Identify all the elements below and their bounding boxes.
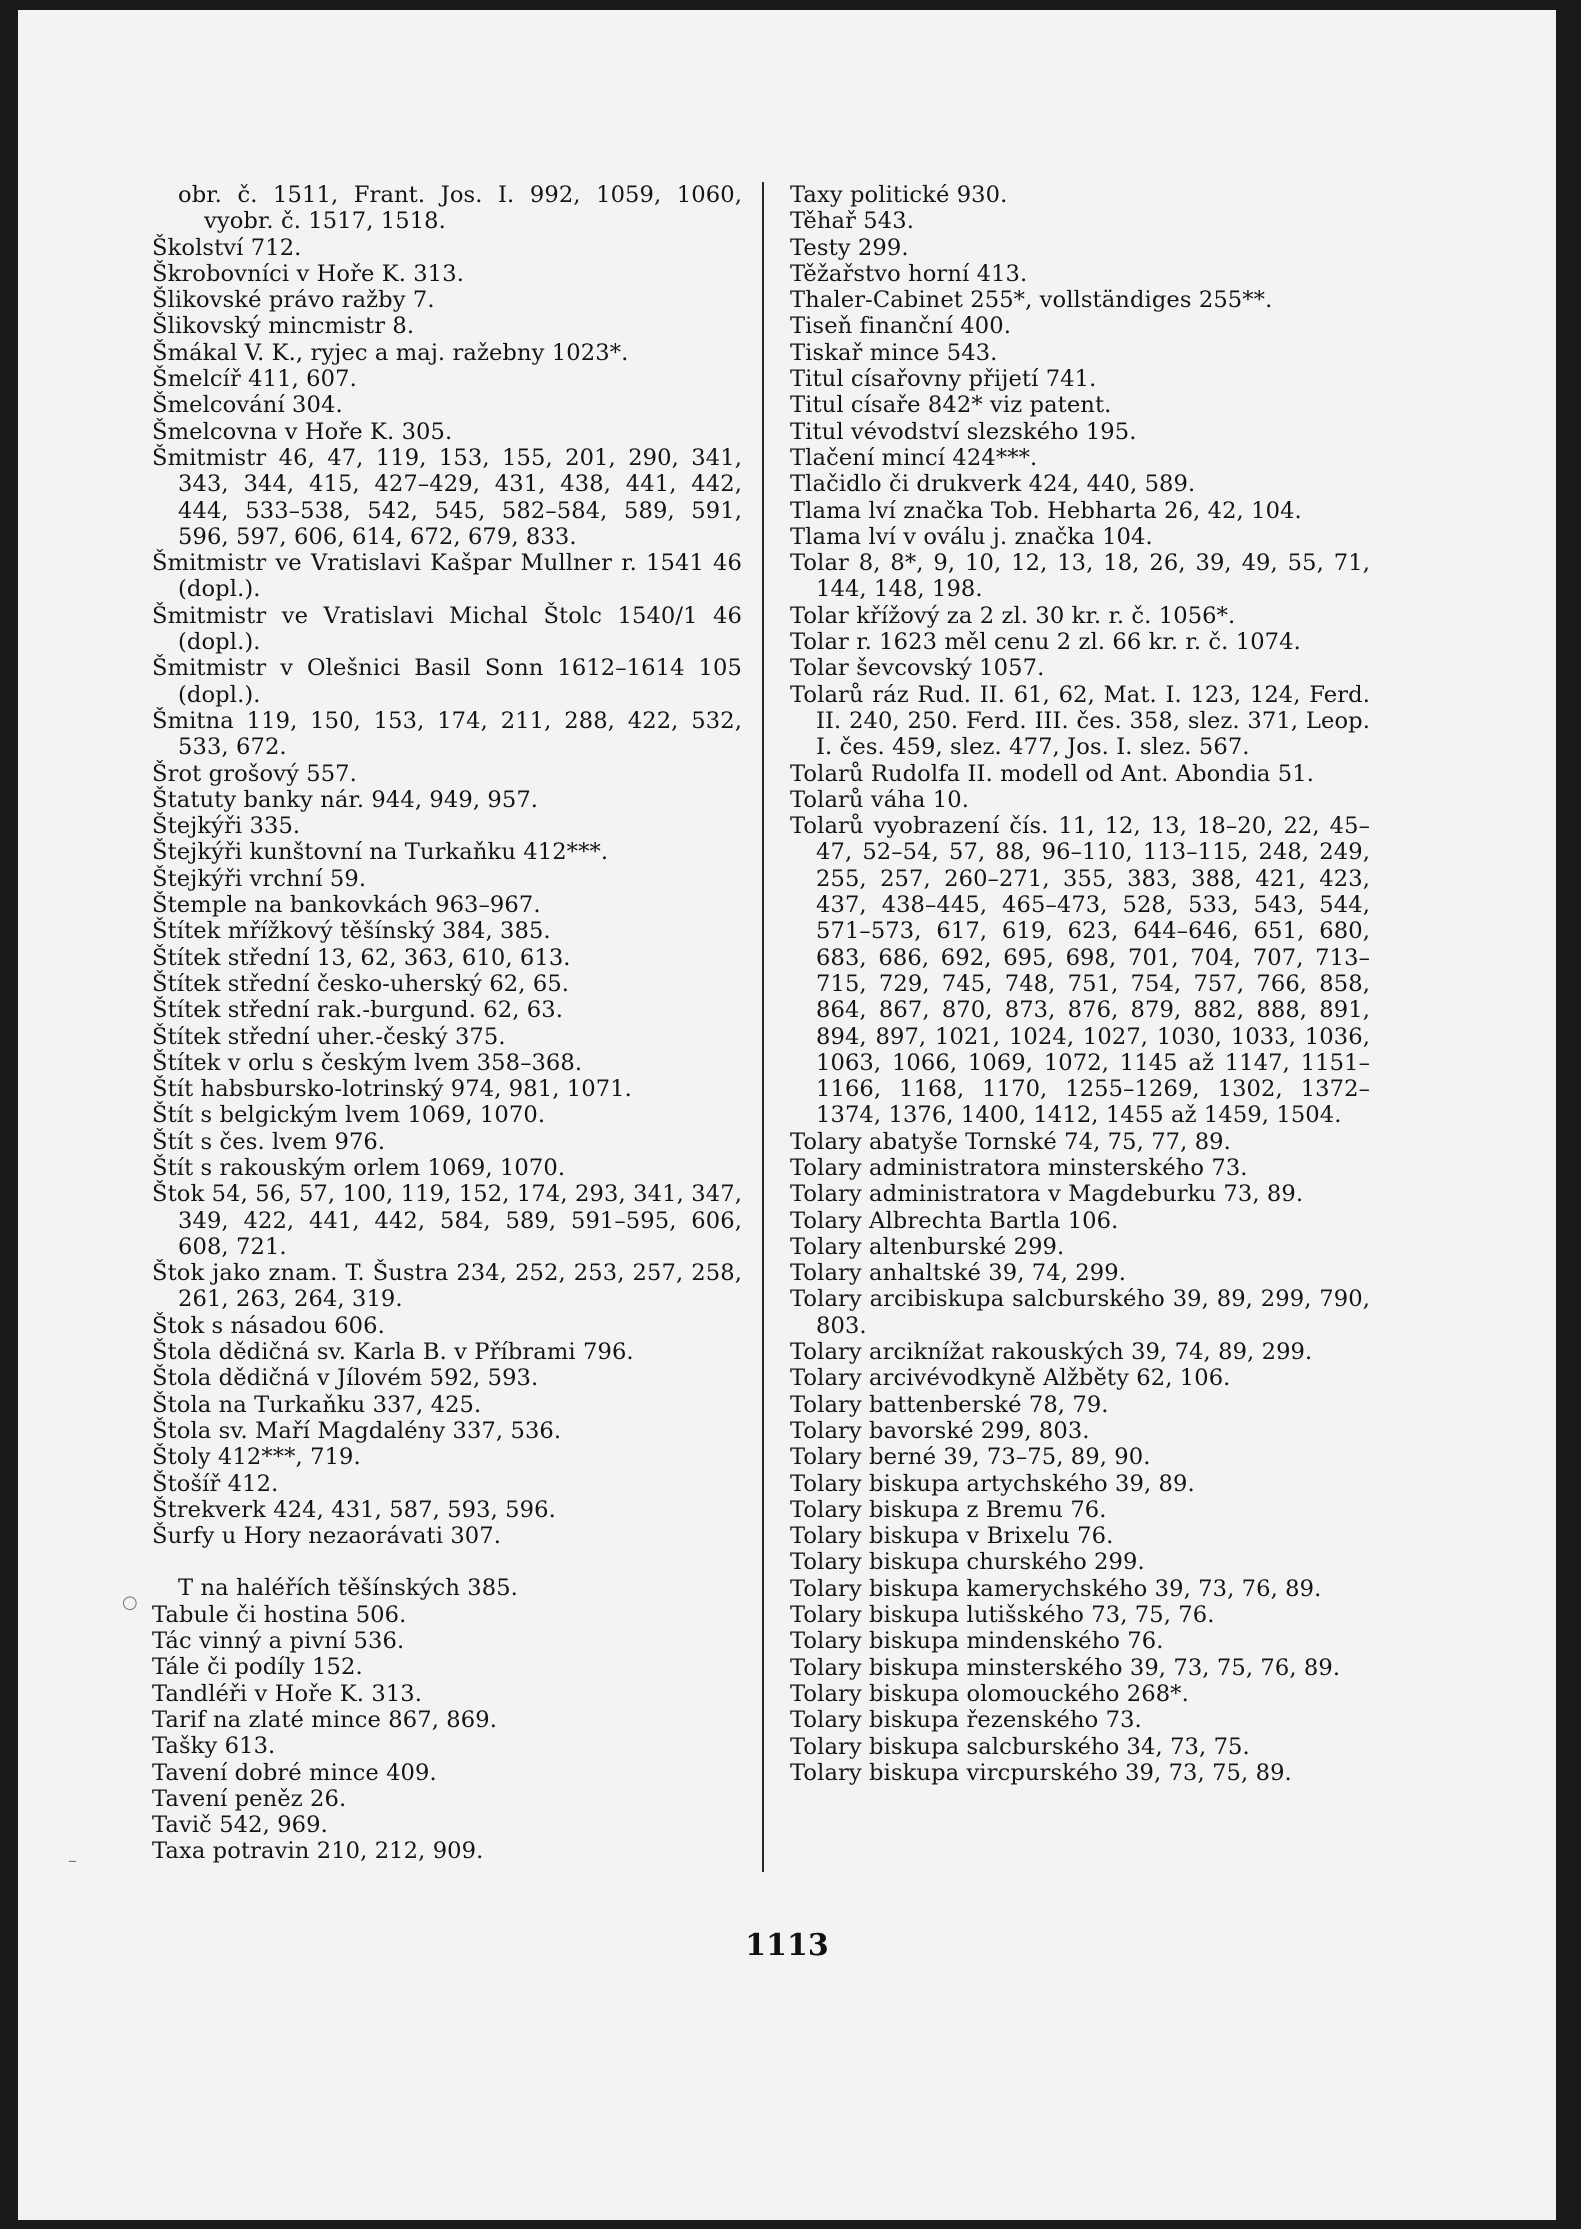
index-entry: Tolarů Rudolfa II. modell od Ant. Abondia 51. (790, 760, 1314, 787)
index-entry: Tlama lví v oválu j. značka 104. (790, 523, 1153, 550)
column-divider (762, 182, 764, 1872)
index-entry: Tolary battenberské 78, 79. (790, 1391, 1109, 1418)
index-entry: Tolary biskupa řezenského 73. (790, 1707, 1142, 1734)
index-entry: Tavič 542, 969. (152, 1812, 328, 1839)
index-entry: Štítek střední česko-uherský 62, 65. (152, 970, 570, 997)
index-entry: Tolary biskupa churského 299. (790, 1549, 1145, 1576)
index-entry: Štatuty banky nár. 944, 949, 957. (152, 786, 539, 813)
index-entry: Šmitna 119, 150, 153, 174, 211, 288, 422, 532, 533, 672. (152, 707, 742, 761)
index-entry: Tandléři v Hoře K. 313. (152, 1680, 423, 1707)
index-entry: Štítek střední 13, 62, 363, 610, 613. (152, 944, 571, 971)
index-entry: Tolary anhaltské 39, 74, 299. (790, 1260, 1126, 1287)
book-page (18, 10, 1556, 2220)
index-entry: Tolar r. 1623 měl cenu 2 zl. 66 kr. r. č. 1074. (790, 629, 1301, 656)
index-entry: Tolary biskupa v Brixelu 76. (790, 1523, 1114, 1550)
index-entry: Štok 54, 56, 57, 100, 119, 152, 174, 293, 341, 347, 349, 422, 441, 442, 584, 589, 591–595, 606, 608, 721. (152, 1181, 742, 1260)
index-entry: Štola sv. Maří Magdalény 337, 536. (152, 1417, 562, 1444)
index-entry: Štejkýři kunštovní na Turkaňku 412***. (152, 839, 609, 866)
index-entry: Šmákal V. K., ryjec a maj. ražebny 1023*. (152, 339, 629, 366)
index-entry: Šlikovský mincmistr 8. (152, 313, 415, 340)
index-entry: Tále či podíly 152. (152, 1654, 363, 1681)
index-entry: Tavení peněz 26. (152, 1785, 347, 1812)
index-entry: Tarif na zlaté mince 867, 869. (152, 1706, 497, 1733)
index-entry: Testy 299. (790, 234, 909, 261)
index-entry: Štítek střední uher.-český 375. (152, 1023, 506, 1050)
index-entry: Tolary biskupa salcburského 34, 73, 75. (790, 1733, 1250, 1760)
index-entry: Tiskař mince 543. (790, 339, 998, 366)
index-column-left (152, 182, 742, 1865)
index-entry: Titul vévodství slezského 195. (790, 418, 1137, 445)
index-entry: Štrekverk 424, 431, 587, 593, 596. (152, 1496, 556, 1523)
index-entries-s (152, 182, 742, 1549)
index-entry: Štok jako znam. T. Šustra 234, 252, 253, 257, 258, 261, 263, 264, 319. (152, 1260, 742, 1313)
margin-mark: – (68, 1850, 77, 1871)
index-entry: Tolarů ráz Rud. II. 61, 62, Mat. I. 123, 124, Ferd. II. 240, 250. Ferd. III. čes. 358, slez. 371, Leop. I. čes. 459, slez. 477, Jos. I. slez. 567. (790, 681, 1370, 761)
index-entry: Tolary berné 39, 73–75, 89, 90. (790, 1444, 1151, 1471)
index-entry: Tolary biskupa artychského 39, 89. (790, 1470, 1195, 1497)
index-entry: Tlama lví značka Tob. Hebharta 26, 42, 104. (790, 497, 1302, 524)
index-entry: Štola dědičná v Jílovém 592, 593. (152, 1365, 539, 1392)
index-entry: Škrobovníci v Hoře K. 313. (152, 260, 464, 287)
index-entry: Tolary biskupa mindenského 76. (790, 1628, 1164, 1655)
index-entry: Štemple na bankovkách 963–967. (152, 892, 541, 919)
index-entry: Taxa potravin 210, 212, 909. (152, 1838, 484, 1865)
index-entries-t (152, 1575, 742, 1864)
index-entry: Tolar ševcovský 1057. (790, 655, 1045, 682)
index-entry: Tolary administratora minsterského 73. (790, 1154, 1248, 1181)
index-entry: Šmitmistr v Olešnici Basil Sonn 1612–1614 105 (dopl.). (152, 655, 742, 708)
index-entry: Tolar křížový za 2 zl. 30 kr. r. č. 1056*. (790, 602, 1236, 629)
index-entry: Tlačidlo či drukverk 424, 440, 589. (790, 471, 1196, 498)
index-entry: Štít s belgickým lvem 1069, 1070. (152, 1102, 546, 1129)
index-entry: T na haléřích těšínských 385. (178, 1575, 518, 1602)
index-entry: Tolarů váha 10. (790, 786, 970, 813)
index-entry: Tolary biskupa lutišského 73, 75, 76. (790, 1602, 1215, 1629)
section-gap (152, 1549, 742, 1575)
index-entry: Tolary Albrechta Bartla 106. (790, 1207, 1119, 1234)
index-entries-right (790, 182, 1370, 1786)
index-entry: Štola dědičná sv. Karla B. v Příbrami 796. (152, 1339, 634, 1366)
index-entry: Tolary arcibiskupa salcburského 39, 89, 299, 790, 803. (790, 1286, 1370, 1339)
index-entry: Tolary biskupa z Bremu 76. (790, 1496, 1107, 1523)
index-entry: Štoly 412***, 719. (152, 1444, 361, 1471)
index-entry: Tolarů vyobrazení čís. 11, 12, 13, 18–20, 22, 45–47, 52–54, 57, 88, 96–110, 113–115, 248, 249, 255, 257, 260–271, 355, 383, 388, 421, 423, 437, 438–445, 465–473, 528, 533, 543, 544, 571–573, 617, 619, 623, 644–646, 651, 680, 683, 686, 692, 695, 698, 701, 704, 707, 713–715, 729, 745, 748, 751, 754, 757, 766, 858, 864, 867, 870, 873, 876, 879, 882, 888, 891, 894, 897, 1021, 1024, 1027, 1030, 1033, 1036, 1063, 1066, 1069, 1072, 1145 až 1147, 1151–1166, 1168, 1170, 1255–1269, 1302, 1372–1374, 1376, 1400, 1412, 1455 až 1459, 1504. (790, 813, 1370, 1129)
page-number: 1113 (745, 1928, 829, 1963)
index-entry: Šlikovské právo ražby 7. (152, 287, 435, 314)
index-entry: obr. č. 1511, Frant. Jos. I. 992, 1059, 1060, vyobr. č. 1517, 1518. (178, 182, 742, 235)
index-entry: Tolary arciknížat rakouských 39, 74, 89, 299. (790, 1339, 1313, 1366)
index-entry: Tolary biskupa vircpurského 39, 73, 75, 89. (790, 1759, 1292, 1786)
index-entry: Tiseň finanční 400. (790, 313, 1011, 340)
index-entry: Taxy politické 930. (790, 182, 1008, 208)
index-entry: Tác vinný a pivní 536. (152, 1628, 405, 1655)
index-column-right (790, 182, 1370, 1786)
index-entry: Štok s násadou 606. (152, 1312, 385, 1339)
index-entry: Tlačení mincí 424***. (790, 444, 1038, 471)
index-entry: Thaler-Cabinet 255*, vollständiges 255**. (790, 287, 1273, 314)
index-entry: Titul císařovny přijetí 741. (790, 366, 1097, 393)
index-entry: Tolary altenburské 299. (790, 1233, 1065, 1260)
index-entry: Štítek mřížkový těšínský 384, 385. (152, 918, 551, 945)
index-entry: Tolary abatyše Tornské 74, 75, 77, 89. (790, 1128, 1231, 1155)
index-entry: Štít habsbursko-lotrinský 974, 981, 1071. (152, 1076, 632, 1103)
index-entry: Štítek v orlu s českým lvem 358–368. (152, 1049, 583, 1076)
index-entry: Šmitmistr 46, 47, 119, 153, 155, 201, 290, 341, 343, 344, 415, 427–429, 431, 438, 441, 442, 444, 533–538, 542, 545, 582–584, 589, 591, 596, 597, 606, 614, 672, 679, 833. (152, 444, 742, 550)
index-entry: Štítek střední rak.-burgund. 62, 63. (152, 997, 564, 1024)
index-entry: Tašky 613. (152, 1733, 276, 1760)
index-entry: Šrot grošový 557. (152, 760, 357, 787)
index-entry: Tolary arcivévodkyně Alžběty 62, 106. (790, 1365, 1231, 1392)
index-entry: Tolary bavorské 299, 803. (790, 1417, 1090, 1444)
index-entry: Šmelcovna v Hoře K. 305. (152, 418, 453, 445)
index-entry: Tavení dobré mince 409. (152, 1759, 437, 1786)
index-entry: Tolary biskupa olomouckého 268*. (790, 1680, 1189, 1707)
index-entry: Šmelcíř 411, 607. (152, 366, 357, 393)
index-entry: Štít s rakouským orlem 1069, 1070. (152, 1154, 566, 1181)
index-entry: Tolary biskupa kamerychského 39, 73, 76, 89. (790, 1575, 1322, 1602)
index-entry: Šmitmistr ve Vratislavi Kašpar Mullner r. 1541 46 (dopl.). (152, 550, 742, 603)
index-entry: Štejkýři vrchní 59. (152, 865, 367, 892)
index-entry: Tolar 8, 8*, 9, 10, 12, 13, 18, 26, 39, 49, 55, 71, 144, 148, 198. (790, 550, 1370, 603)
index-entry: Tolary administratora v Magdeburku 73, 89. (790, 1181, 1304, 1208)
index-entry: Štít s čes. lvem 976. (152, 1128, 386, 1155)
index-entry: Titul císaře 842* viz patent. (790, 392, 1112, 419)
index-entry: Tabule či hostina 506. (152, 1601, 407, 1628)
index-entry: Štola na Turkaňku 337, 425. (152, 1391, 482, 1418)
index-entry: Těžařstvo horní 413. (790, 260, 1028, 287)
index-entry: Šurfy u Hory nezaorávati 307. (152, 1523, 502, 1550)
index-entry: Těhař 543. (790, 208, 914, 235)
index-entry: Šmitmistr ve Vratislavi Michal Štolc 1540/1 46 (dopl.). (152, 602, 742, 656)
margin-mark: ○ (122, 1592, 138, 1613)
index-entry: Školství 712. (152, 234, 302, 261)
index-entry: Štošíř 412. (152, 1470, 279, 1497)
index-entry: Štejkýři 335. (152, 813, 301, 840)
index-entry: Šmelcování 304. (152, 392, 343, 419)
index-entry: Tolary biskupa minsterského 39, 73, 75, 76, 89. (790, 1654, 1341, 1681)
